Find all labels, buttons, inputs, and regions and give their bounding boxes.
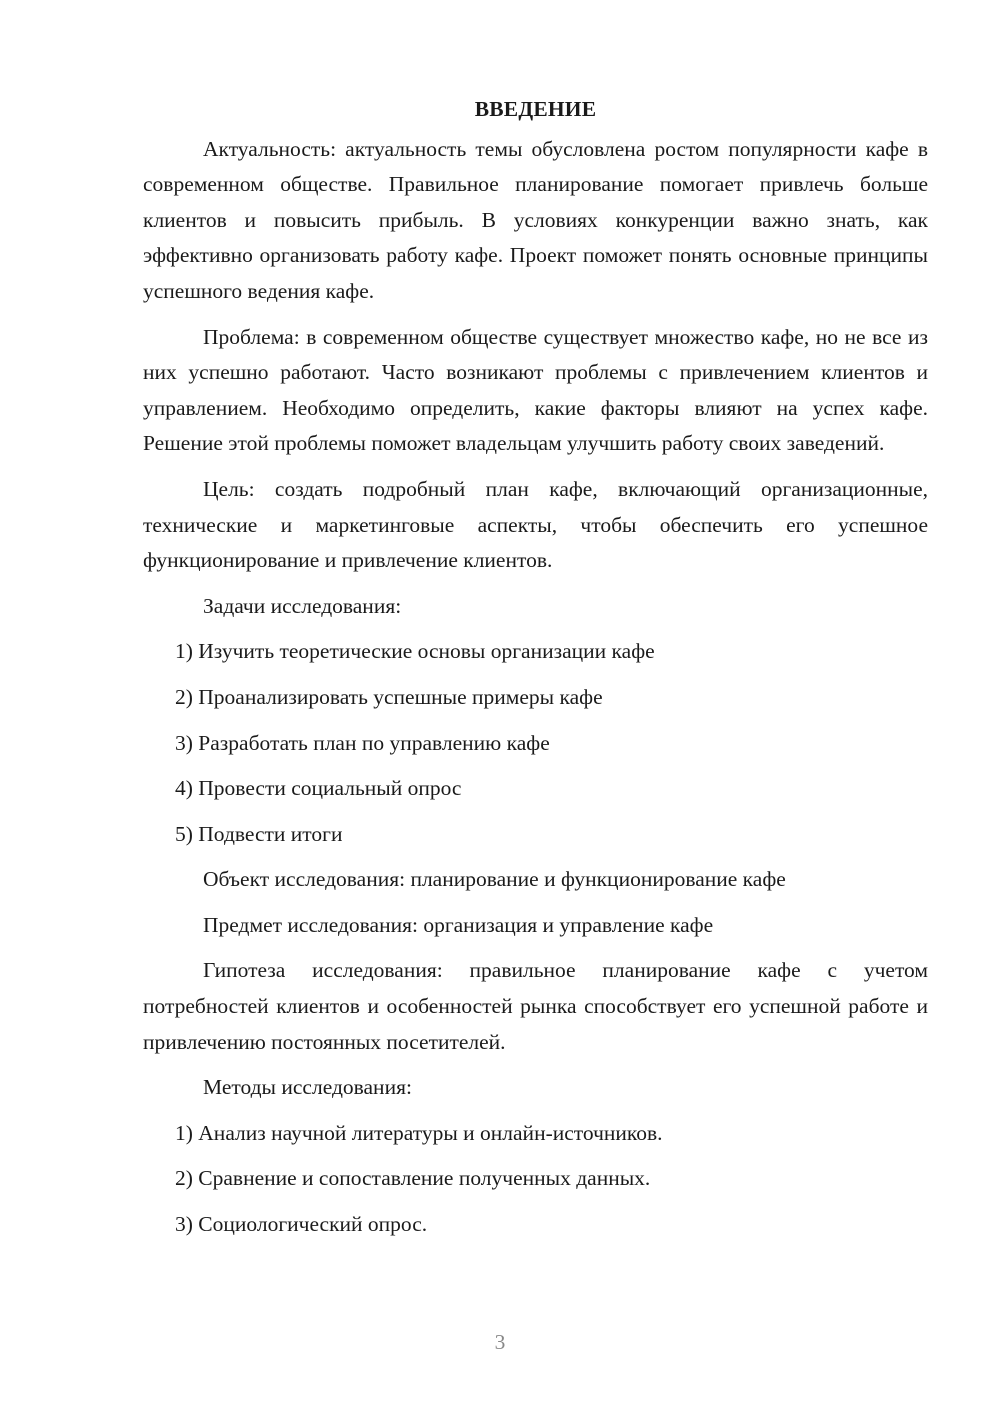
hypothesis-paragraph: Гипотеза исследования: правильное планирование кафе с учетом потребностей клиентов и особенностей рынка способствует его успешной работе и привлечению постоянных посетителей. bbox=[143, 958, 928, 1054]
page-number: 3 bbox=[494, 1330, 506, 1354]
research-object: Объект исследования: планирование и функционирование кафе bbox=[203, 867, 786, 892]
task-item-3: 3) Разработать план по управлению кафе bbox=[175, 730, 550, 755]
task-item-5: 5) Подвести итоги bbox=[175, 821, 343, 846]
tasks-heading: Задачи исследования: bbox=[203, 593, 402, 618]
section-title: ВВЕДЕНИЕ bbox=[474, 97, 597, 121]
document-page bbox=[143, 92, 928, 1253]
problem-paragraph: Проблема: в современном обществе существует множество кафе, но не все из них успешно работают. Часто возникают проблемы с привлечением клиентов и управлением. Необходимо определить, какие факторы влияют на успех кафе. Решение этой проблемы поможет владельцам улучшить работу своих заведений. bbox=[143, 324, 928, 456]
research-subject: Предмет исследования: организация и управление кафе bbox=[203, 912, 714, 937]
task-item-2: 2) Проанализировать успешные примеры кафе bbox=[175, 684, 603, 709]
methods-heading: Методы исследования: bbox=[203, 1075, 412, 1100]
relevance-paragraph: Актуальность: актуальность темы обусловлена ростом популярности кафе в современном обществе. Правильное планирование помогает привлечь больше клиентов и повысить прибыль. В условиях конкуренции важно знать, как эффективно организовать работу кафе. Проект поможет понять основные принципы успешного ведения кафе. bbox=[143, 136, 928, 303]
task-item-1: 1) Изучить теоретические основы организации кафе bbox=[175, 639, 655, 664]
goal-paragraph: Цель: создать подробный план кафе, включающий организационные, технические и маркетинговые аспекты, чтобы обеспечить его успешное функционирование и привлечение клиентов. bbox=[143, 476, 928, 573]
method-item-3: 3) Социологический опрос. bbox=[175, 1212, 428, 1237]
task-item-4: 4) Провести социальный опрос bbox=[175, 776, 462, 801]
method-item-1: 1) Анализ научной литературы и онлайн-источников. bbox=[175, 1120, 663, 1145]
method-item-2: 2) Сравнение и сопоставление полученных данных. bbox=[175, 1166, 651, 1191]
